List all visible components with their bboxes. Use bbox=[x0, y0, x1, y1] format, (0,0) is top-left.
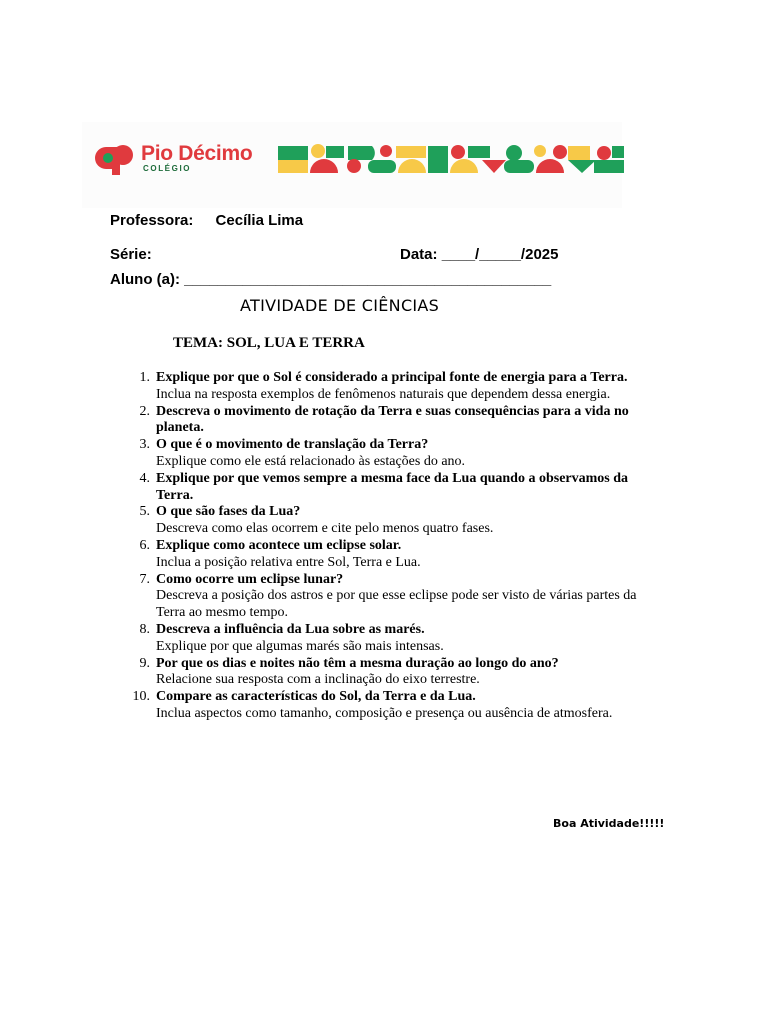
question-text: Explique por que vemos sempre a mesma face da Lua quando a observamos da Terra. bbox=[156, 470, 629, 503]
question-number: 6. bbox=[139, 537, 150, 553]
closing-message: Boa Atividade!!!!! bbox=[553, 817, 665, 830]
question-number: 4. bbox=[139, 470, 150, 486]
list-item bbox=[118, 404, 638, 438]
student-field bbox=[110, 271, 551, 288]
student-label: Aluno (a): bbox=[110, 271, 180, 288]
question-hint: Explique por que algumas marés são mais intensas. bbox=[156, 638, 444, 654]
teacher-name: Cecília Lima bbox=[215, 212, 304, 229]
school-type: COLÉGIO bbox=[143, 164, 192, 173]
teacher-label: Professora: bbox=[110, 212, 194, 229]
list-item bbox=[118, 622, 638, 656]
question-number: 1. bbox=[139, 370, 150, 385]
question-number: 9. bbox=[139, 655, 150, 671]
question-text: Descreva a influência da Lua sobre as marés. bbox=[156, 621, 425, 637]
list-item bbox=[118, 656, 638, 690]
question-number: 8. bbox=[139, 621, 150, 637]
pio-decimo-logo-icon bbox=[94, 141, 138, 177]
grade-field bbox=[110, 246, 152, 263]
student-line: ____________________________________________ bbox=[184, 271, 552, 288]
list-item bbox=[118, 471, 638, 505]
question-text: Compare as características do Sol, da Terra e da Lua. bbox=[156, 689, 476, 705]
question-text: O que é o movimento de translação da Terra? bbox=[156, 437, 429, 453]
question-hint: Inclua aspectos como tamanho, composição e presença ou ausência de atmosfera. bbox=[156, 705, 613, 721]
list-item bbox=[118, 370, 638, 404]
date-label: Data: bbox=[400, 246, 438, 263]
question-text: Como ocorre um eclipse lunar? bbox=[156, 571, 344, 587]
question-hint: Inclua na resposta exemplos de fenômenos naturais que dependem dessa energia. bbox=[156, 386, 611, 402]
question-hint: Explique como ele está relacionado às estações do ano. bbox=[156, 453, 466, 469]
question-list bbox=[118, 370, 638, 723]
question-hint: Descreva como elas ocorrem e cite pelo menos quatro fases. bbox=[156, 521, 494, 537]
question-hint: Relacione sua resposta com a inclinação do eixo terrestre. bbox=[156, 672, 480, 688]
list-item bbox=[118, 689, 638, 723]
question-hint: Inclua a posição relativa entre Sol, Terra e Lua. bbox=[156, 554, 421, 570]
date-value: ____/_____/2025 bbox=[441, 246, 559, 263]
question-text: Por que os dias e noites não têm a mesma duração ao longo do ano? bbox=[156, 655, 559, 671]
theme-heading: TEMA: SOL, LUA E TERRA bbox=[173, 335, 365, 351]
question-number: 7. bbox=[139, 571, 150, 587]
question-text: O que são fases da Lua? bbox=[156, 504, 301, 520]
date-field bbox=[400, 246, 558, 263]
list-item bbox=[118, 538, 638, 572]
question-number: 2. bbox=[139, 403, 150, 419]
question-text: Explique como acontece um eclipse solar. bbox=[156, 537, 402, 553]
question-hint: Descreva a posição dos astros e por que esse eclipse pode ser visto de várias partes da Terra ao mesmo tempo. bbox=[156, 588, 637, 621]
grade-label: Série: bbox=[110, 246, 152, 263]
question-number: 10. bbox=[132, 689, 150, 705]
school-name: Pio Décimo bbox=[141, 142, 253, 165]
list-item bbox=[118, 504, 638, 538]
school-logo bbox=[94, 141, 264, 177]
page-title: ATIVIDADE DE CIÊNCIAS bbox=[240, 296, 440, 315]
list-item bbox=[118, 437, 638, 471]
teacher-field bbox=[110, 212, 303, 229]
question-text: Descreva o movimento de rotação da Terra e suas consequências para a vida no planeta. bbox=[156, 403, 629, 436]
decorative-pattern-icon bbox=[278, 143, 624, 175]
question-text: Explique por que o Sol é considerado a principal fonte de energia para a Terra. bbox=[156, 370, 628, 385]
list-item bbox=[118, 572, 638, 622]
question-number: 5. bbox=[139, 504, 150, 520]
question-number: 3. bbox=[139, 437, 150, 453]
